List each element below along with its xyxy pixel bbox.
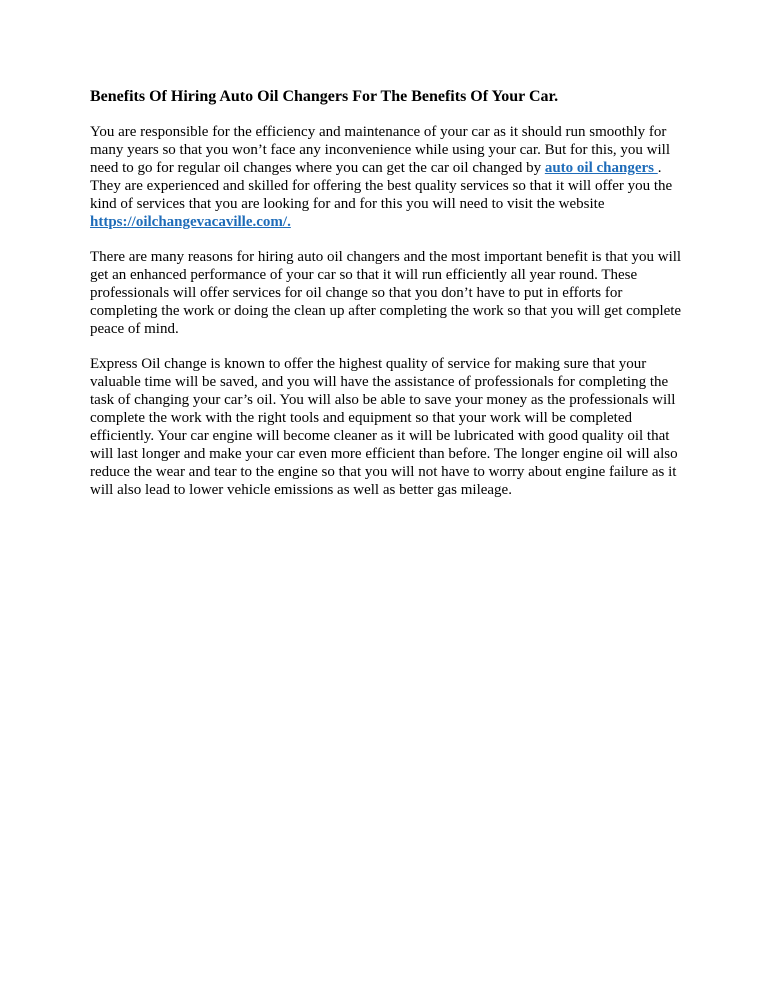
hyperlink[interactable]: https://oilchangevacaville.com/. [90, 214, 291, 230]
document-body [90, 123, 684, 499]
hyperlink[interactable]: auto oil changers [544, 160, 658, 176]
text-run: . They are experienced and skilled for offering the best quality services so that it will offer you the kind of services that you are looking for and for this you will need to visit the website [90, 160, 673, 212]
paragraph [90, 248, 684, 338]
text-run: Express Oil change is known to offer the highest quality of service for making sure that your valuable time will be saved, and you will have the assistance of professionals for completing the task of changing your car’s oil. You will also be able to save your money as the professionals will complete the work with the right tools and equipment so that your work will be completed efficiently. Your car engine will become cleaner as it will be lubricated with good quality oil that will last longer and make your car even more efficient than before. The longer engine oil will also reduce the wear and tear to the engine so that you will not have to worry about engine failure as it will also lead to lower vehicle emissions as well as better gas mileage. [90, 356, 678, 498]
paragraph [90, 355, 684, 499]
paragraph [90, 123, 684, 231]
document-title: Benefits Of Hiring Auto Oil Changers For The Benefits Of Your Car. [90, 88, 559, 105]
text-run: There are many reasons for hiring auto oil changers and the most important benefit is that you will get an enhanced performance of your car so that it will run efficiently all year round. These professionals will offer services for oil change so that you don’t have to put in efforts for completing the work or doing the clean up after completing the work so that you will get complete peace of mind. [90, 249, 682, 337]
text-run: You are responsible for the efficiency and maintenance of your car as it should run smoothly for many years so that you won’t face any inconvenience while using your car. But for this, you will need to go for regular oil changes where you can get the car oil changed by [90, 124, 671, 176]
